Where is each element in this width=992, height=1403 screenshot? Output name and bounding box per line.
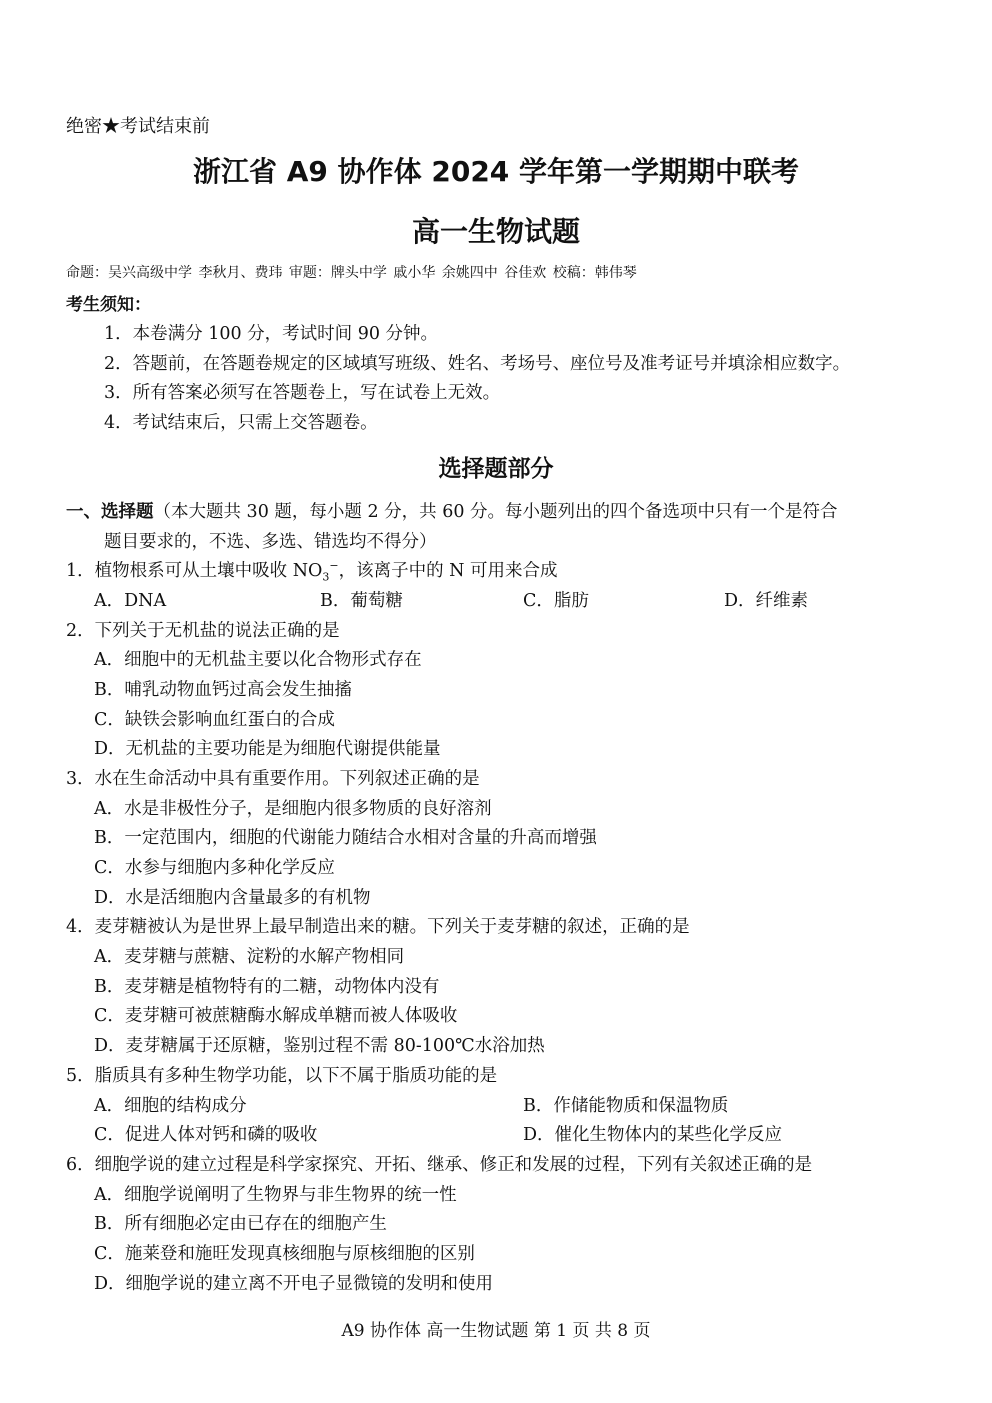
option: C．麦芽糖可被蔗糖酶水解成单糖而被人体吸收	[94, 1006, 458, 1026]
option: A．水是非极性分子，是细胞内很多物质的良好溶剂	[94, 799, 492, 819]
authors-line: 命题：吴兴高级中学 李秋月、费玮 审题：牌头中学 戚小华 余姚四中 谷佳欢 校稿：韩伟琴	[66, 265, 637, 281]
question-stem: 4．麦芽糖被认为是世界上最早制造出来的糖。下列关于麦芽糖的叙述，正确的是	[66, 917, 690, 937]
question-stem: 3．水在生命活动中具有重要作用。下列叙述正确的是	[66, 769, 480, 789]
option: D．纤维素	[724, 591, 809, 611]
question-stem: 1．植物根系可从土壤中吸收 $NO_3^-$，该离子中的 N 可用来合成	[66, 559, 558, 584]
notice-item: 1．本卷满分 100 分，考试时间 90 分钟。	[104, 324, 439, 344]
option: D．细胞学说的建立离不开电子显微镜的发明和使用	[94, 1274, 494, 1294]
exam-subtitle: 高一生物试题	[411, 215, 580, 248]
notice-item: 2．答题前，在答题卷规定的区域填写班级、姓名、考场号、座位号及准考证号并填涂相应数字。	[104, 354, 851, 374]
option: D．水是活细胞内含量最多的有机物	[94, 888, 371, 908]
question-stem: 5．脂质具有多种生物学功能，以下不属于脂质功能的是	[66, 1066, 498, 1086]
option: D．麦芽糖属于还原糖，鉴别过程不需 80-100℃水浴加热	[94, 1036, 545, 1056]
part-header	[66, 498, 838, 523]
question-stem: 6．细胞学说的建立过程是科学家探究、开拓、继承、修正和发展的过程，下列有关叙述正确的是	[66, 1155, 813, 1175]
option: D．催化生物体内的某些化学反应	[523, 1125, 783, 1145]
option: B．一定范围内，细胞的代谢能力随结合水相对含量的升高而增强	[94, 828, 597, 848]
option: A．麦芽糖与蔗糖、淀粉的水解产物相同	[94, 947, 405, 967]
option: B．所有细胞必定由已存在的细胞产生	[94, 1214, 387, 1234]
question-stem: 2．下列关于无机盐的说法正确的是	[66, 621, 340, 641]
option: B．作储能物质和保温物质	[523, 1096, 729, 1116]
option: B．哺乳动物血钙过高会发生抽搐	[94, 680, 352, 700]
option: A．DNA	[94, 591, 167, 611]
part-label: 一、选择题	[66, 502, 154, 522]
option: C．脂肪	[523, 591, 589, 611]
notice-heading: 考生须知：	[66, 295, 151, 315]
option: C．水参与细胞内多种化学反应	[94, 858, 335, 878]
option: B．葡萄糖	[320, 591, 403, 611]
part-description: （本大题共 30 题，每小题 2 分，共 60 分。每小题列出的四个备选项中只有一个是符合	[153, 502, 838, 522]
option: B．麦芽糖是植物特有的二糖，动物体内没有	[94, 977, 440, 997]
option: C．促进人体对钙和磷的吸收	[94, 1125, 318, 1145]
part-description-cont: 题目要求的，不选、多选、错选均不得分）	[104, 532, 437, 552]
option: A．细胞的结构成分	[94, 1096, 247, 1116]
option: D．无机盐的主要功能是为细胞代谢提供能量	[94, 739, 441, 759]
exam-title: 浙江省 A9 协作体 2024 学年第一学期期中联考	[192, 155, 800, 188]
confidential-mark: 绝密★考试结束前	[66, 116, 210, 137]
option: A．细胞学说阐明了生物界与非生物界的统一性	[94, 1185, 457, 1205]
option: A．细胞中的无机盐主要以化合物形式存在	[94, 650, 422, 670]
page-footer: A9 协作体 高一生物试题 第 1 页 共 8 页	[341, 1321, 651, 1341]
option: C．施莱登和施旺发现真核细胞与原核细胞的区别	[94, 1244, 475, 1264]
option: C．缺铁会影响血红蛋白的合成	[94, 710, 335, 730]
notice-item: 3．所有答案必须写在答题卷上，写在试卷上无效。	[104, 383, 501, 403]
notice-item: 4．考试结束后，只需上交答题卷。	[104, 413, 378, 433]
section-title: 选择题部分	[438, 456, 554, 482]
